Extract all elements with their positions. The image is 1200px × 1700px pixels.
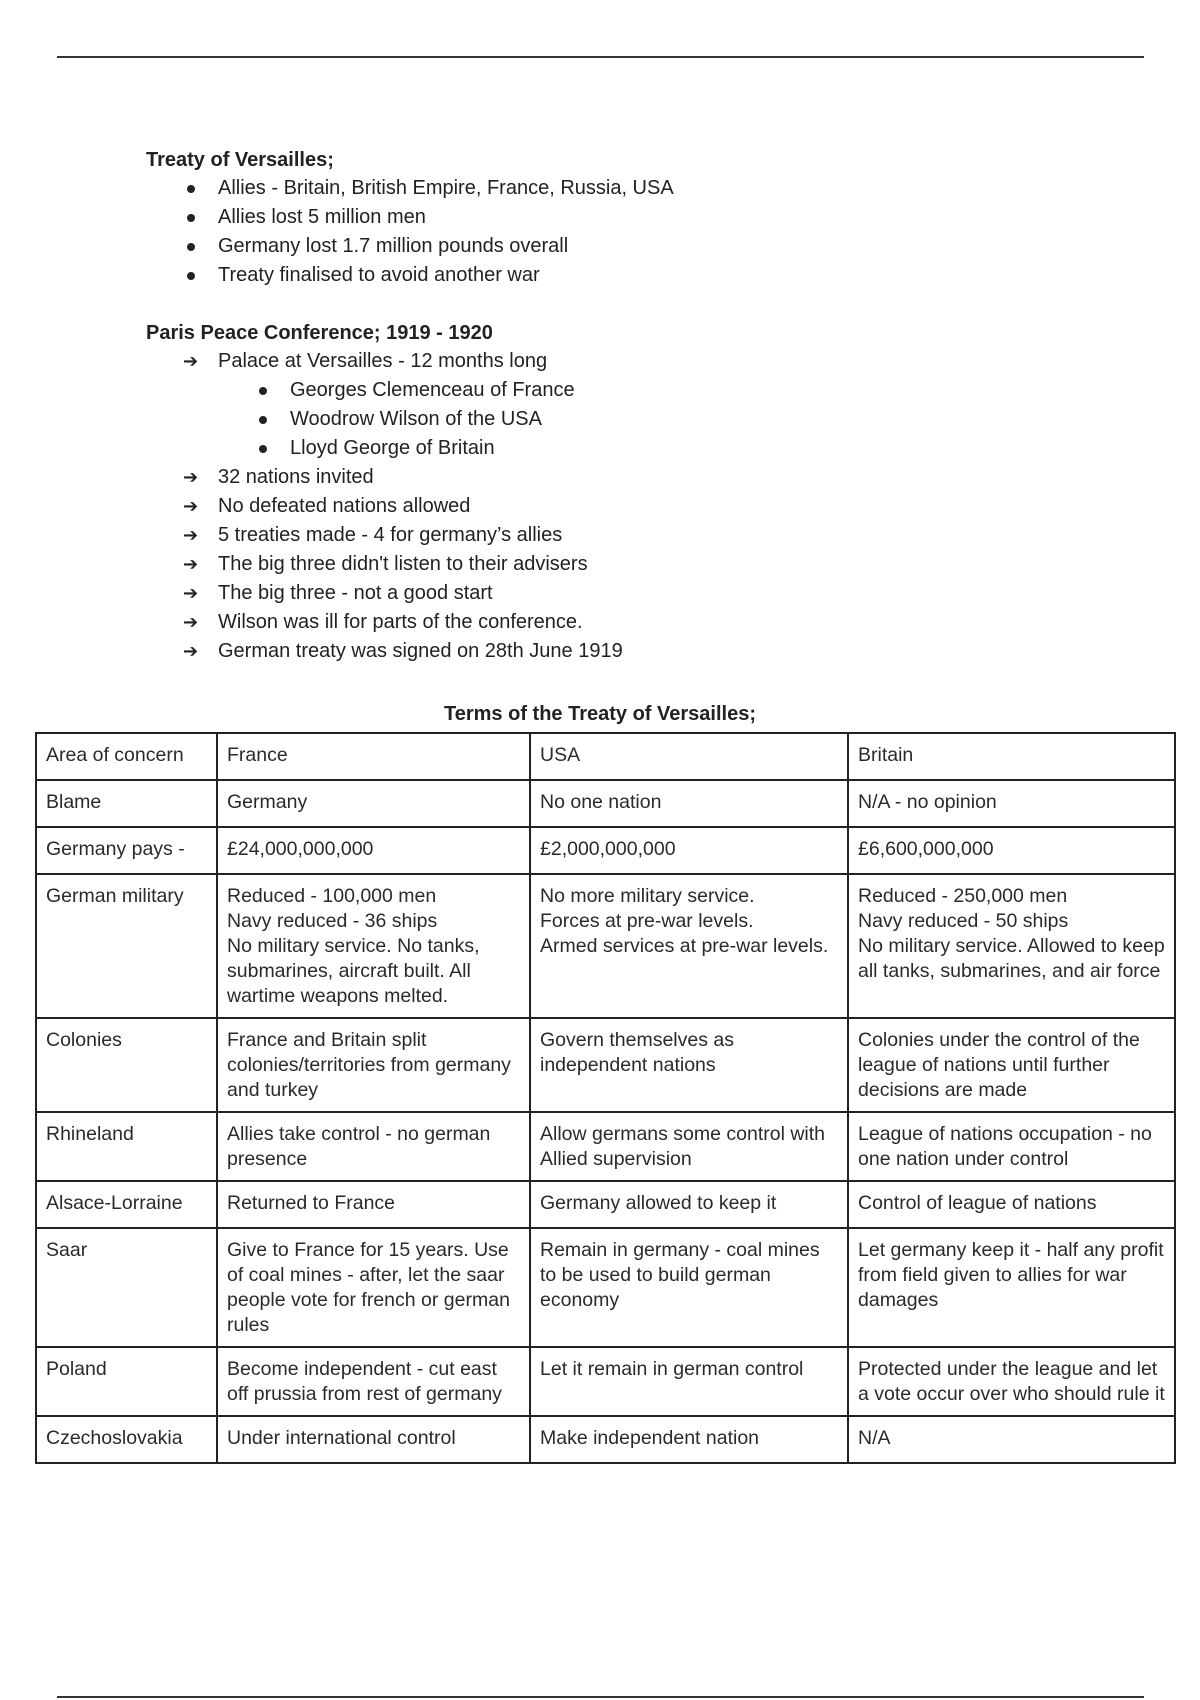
table-cell: Let it remain in german control <box>530 1347 848 1416</box>
conference-heading: Paris Peace Conference; 1919 - 1920 <box>146 322 493 344</box>
table-cell: Let germany keep it - half any profit from field given to allies for war damages <box>848 1228 1175 1347</box>
row-label: Rhineland <box>36 1112 217 1181</box>
list-item: Lloyd George of Britain <box>256 434 1146 463</box>
arrow-right-icon: ➔ <box>183 496 199 517</box>
row-label: German military <box>36 874 217 1018</box>
list-item-text: No defeated nations allowed <box>218 495 471 517</box>
list-item: Allies lost 5 million men <box>184 203 1146 232</box>
table-cell: France and Britain split colonies/territories from germany and turkey <box>217 1018 530 1112</box>
table-cell: Germany allowed to keep it <box>530 1181 848 1228</box>
list-item: Georges Clemenceau of France <box>256 376 1146 405</box>
top-divider <box>57 56 1144 58</box>
column-header: France <box>217 733 530 780</box>
list-item-text: 5 treaties made - 4 for germany’s allies <box>218 524 563 546</box>
row-label: Poland <box>36 1347 217 1416</box>
notes-content <box>146 146 1146 666</box>
list-item <box>184 521 1146 550</box>
table-cell: Protected under the league and let a vote occur over who should rule it <box>848 1347 1175 1416</box>
list-item <box>184 579 1146 608</box>
list-item <box>184 608 1146 637</box>
list-item-text: 32 nations invited <box>218 466 374 488</box>
table-cell: League of nations occupation - no one nation under control <box>848 1112 1175 1181</box>
table-cell: N/A <box>848 1416 1175 1463</box>
arrow-right-icon: ➔ <box>183 583 199 604</box>
table-cell: Allies take control - no german presence <box>217 1112 530 1181</box>
list-item-text: Wilson was ill for parts of the conference. <box>218 611 583 633</box>
treaty-bullet-list <box>146 174 1146 290</box>
list-item-text: German treaty was signed on 28th June 1919 <box>218 640 623 662</box>
table-cell: £6,600,000,000 <box>848 827 1175 874</box>
table-row <box>36 1228 1175 1347</box>
terms-table <box>35 732 1176 1464</box>
column-header: USA <box>530 733 848 780</box>
row-label: Alsace-Lorraine <box>36 1181 217 1228</box>
table-cell: No more military service. Forces at pre-war levels. Armed services at pre-war levels. <box>530 874 848 1018</box>
table-cell: Germany <box>217 780 530 827</box>
arrow-right-icon: ➔ <box>183 612 199 633</box>
list-item-text: The big three didn't listen to their advisers <box>218 553 588 575</box>
table-row <box>36 1416 1175 1463</box>
row-label: Saar <box>36 1228 217 1347</box>
list-item: Germany lost 1.7 million pounds overall <box>184 232 1146 261</box>
list-item <box>184 637 1146 666</box>
table-cell: Become independent - cut east off prussia from rest of germany <box>217 1347 530 1416</box>
row-label: Czechoslovakia <box>36 1416 217 1463</box>
table-row <box>36 1112 1175 1181</box>
list-item <box>184 347 1146 463</box>
conference-arrow-list <box>146 347 1146 666</box>
table-cell: Colonies under the control of the league of nations until further decisions are made <box>848 1018 1175 1112</box>
list-item <box>184 463 1146 492</box>
list-item <box>184 492 1146 521</box>
table-row <box>36 1347 1175 1416</box>
list-item-text: The big three - not a good start <box>218 582 493 604</box>
table-row <box>36 827 1175 874</box>
table-cell: Reduced - 100,000 men Navy reduced - 36 ships No military service. No tanks, submarines, aircraft built. All wartime weapons melted. <box>217 874 530 1018</box>
table-cell: Reduced - 250,000 men Navy reduced - 50 ships No military service. Allowed to keep all tanks, submarines, and air force <box>848 874 1175 1018</box>
arrow-right-icon: ➔ <box>183 525 199 546</box>
table-cell: Returned to France <box>217 1181 530 1228</box>
arrow-right-icon: ➔ <box>183 641 199 662</box>
table-row <box>36 780 1175 827</box>
table-cell: Allow germans some control with Allied supervision <box>530 1112 848 1181</box>
leaders-sublist <box>218 376 1146 463</box>
list-item: Woodrow Wilson of the USA <box>256 405 1146 434</box>
row-label: Colonies <box>36 1018 217 1112</box>
table-cell: No one nation <box>530 780 848 827</box>
table-row <box>36 1181 1175 1228</box>
arrow-right-icon: ➔ <box>183 554 199 575</box>
column-header: Britain <box>848 733 1175 780</box>
table-cell: Make independent nation <box>530 1416 848 1463</box>
list-item: Treaty finalised to avoid another war <box>184 261 1146 290</box>
row-label: Germany pays - <box>36 827 217 874</box>
table-title: Terms of the Treaty of Versailles; <box>444 703 756 725</box>
table-row <box>36 874 1175 1018</box>
table-cell: Control of league of nations <box>848 1181 1175 1228</box>
arrow-right-icon: ➔ <box>183 351 199 372</box>
table-cell: Under international control <box>217 1416 530 1463</box>
row-label: Blame <box>36 780 217 827</box>
table-cell: £2,000,000,000 <box>530 827 848 874</box>
table-cell: £24,000,000,000 <box>217 827 530 874</box>
table-cell: Give to France for 15 years. Use of coal mines - after, let the saar people vote for french or german rules <box>217 1228 530 1347</box>
column-header: Area of concern <box>36 733 217 780</box>
list-item: Allies - Britain, British Empire, France, Russia, USA <box>184 174 1146 203</box>
bottom-divider <box>57 1696 1144 1698</box>
table-cell: Remain in germany - coal mines to be used to build german economy <box>530 1228 848 1347</box>
list-item <box>184 550 1146 579</box>
table-cell: Govern themselves as independent nations <box>530 1018 848 1112</box>
arrow-right-icon: ➔ <box>183 467 199 488</box>
table-header-row <box>36 733 1175 780</box>
table-row <box>36 1018 1175 1112</box>
conference-section <box>146 319 1146 666</box>
treaty-heading: Treaty of Versailles; <box>146 149 334 171</box>
table-cell: N/A - no opinion <box>848 780 1175 827</box>
list-item-text: Palace at Versailles - 12 months long <box>218 350 548 372</box>
